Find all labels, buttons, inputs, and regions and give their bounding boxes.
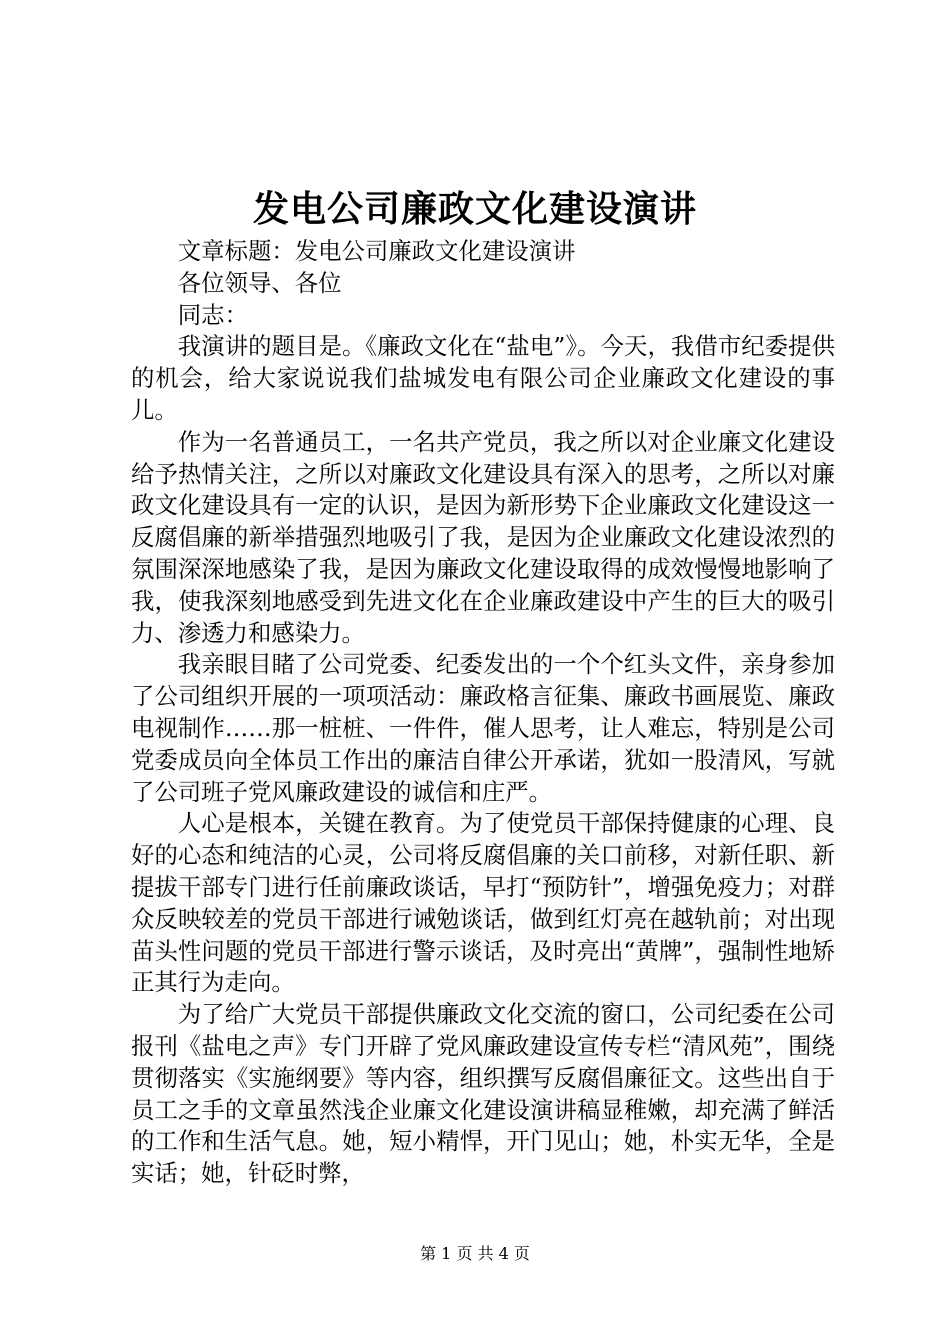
document-title: 发电公司廉政文化建设演讲 <box>252 188 697 230</box>
paragraph: 为了给广大党员干部提供廉政文化交流的窗口，公司纪委在公司报刊《盐电之声》专门开辟了党风廉政建设宣传专栏“清风苑”，围绕贯彻落实《实施纲要》等内容，组织撰写反腐倡廉征文。这些出自于员工之手的文章虽然浅企业廉文化建设演讲稿显稚嫩，却充满了鲜活的工作和生活气息。她，短小精悍，开门见山；她，朴实无华，全是实话；她，针砭时弊， <box>131 1000 835 1188</box>
paragraph: 人心是根本，关键在教育。为了使党员干部保持健康的心理、良好的心态和纯洁的心灵，公司将反腐倡廉的关口前移，对新任职、新提拔干部专门进行任前廉政谈话，早打“预防针”，增强免疫力；对群众反映较差的党员干部进行诫勉谈话，做到红灯亮在越轨前；对出现苗头性问题的党员干部进行警示谈话，及时亮出“黄牌”，强制性地矫正其行为走向。 <box>131 809 835 997</box>
paragraph: 作为一名普通员工，一名共产党员，我之所以对企业廉文化建设给予热情关注，之所以对廉政文化建设具有深入的思考，之所以对廉政文化建设具有一定的认识，是因为新形势下企业廉政文化建设这一反腐倡廉的新举措强烈地吸引了我，是因为企业廉政文化建设浓烈的氛围深深地感染了我，是因为廉政文化建设取得的成效慢慢地影响了我，使我深刻地感受到先进文化在企业廉政建设中产生的巨大的吸引力、渗透力和感染力。 <box>131 427 835 647</box>
page-number: 第 1 页 共 4 页 <box>420 1244 530 1263</box>
document-body <box>131 236 835 1190</box>
paragraph-article-title: 文章标题：发电公司廉政文化建设演讲 <box>177 237 576 265</box>
paragraph-salutation: 各位领导、各位 <box>177 268 342 297</box>
paragraph: 我演讲的题目是。《廉政文化在“盐电”》。今天，我借市纪委提供的机会，给大家说说我们盐城发电有限公司企业廉政文化建设的事儿。 <box>131 332 835 424</box>
paragraph-salutation-end: 同志： <box>177 300 248 329</box>
paragraph: 我亲眼目睹了公司党委、纪委发出的一个个红头文件，亲身参加了公司组织开展的一项项活动：廉政格言征集、廉政书画展览、廉政电视制作……那一桩桩、一件件，催人思考，让人难忘，特别是公司党委成员向全体员工作出的廉洁自律公开承诺，犹如一股清风，写就了公司班子党风廉政建设的诚信和庄严。 <box>131 650 835 806</box>
